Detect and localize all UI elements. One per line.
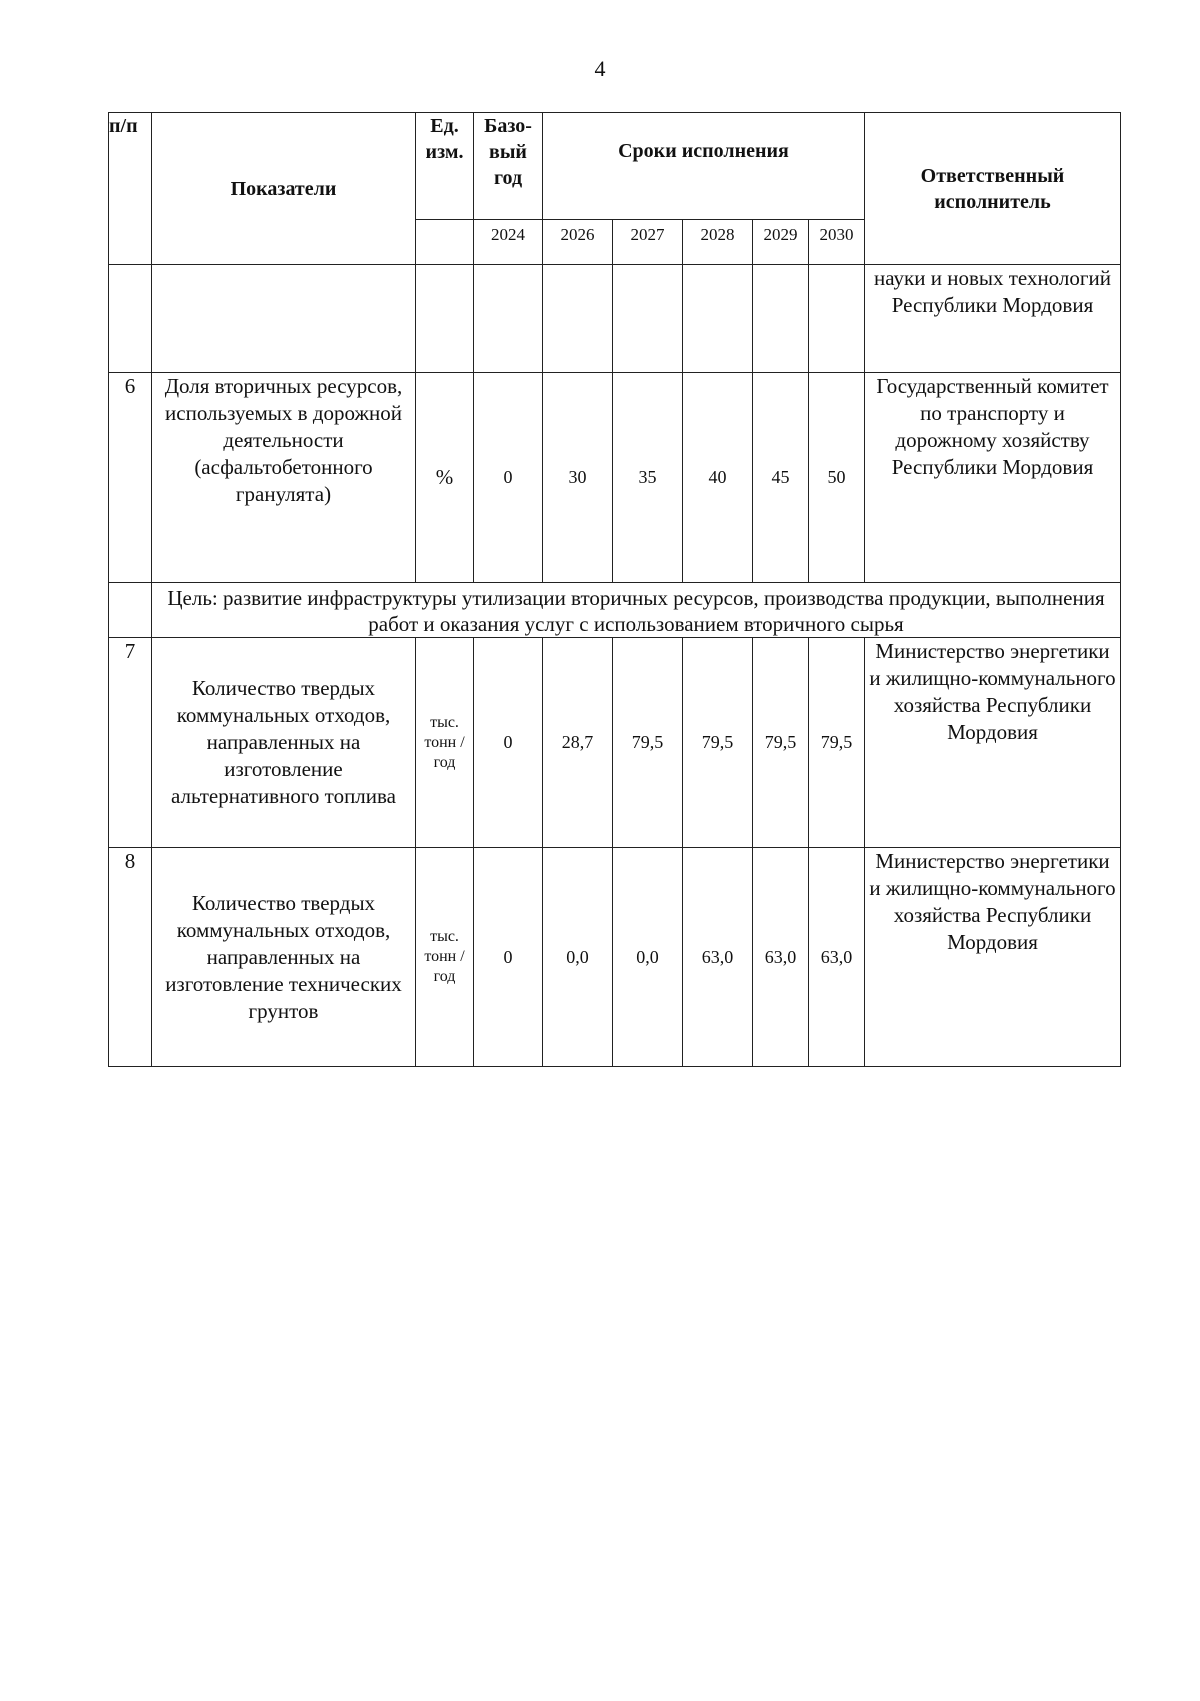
- year-2024: 2024: [474, 220, 543, 265]
- value-cell: 63,0: [753, 848, 809, 1067]
- goal-row: [109, 583, 1121, 638]
- value-cell: 0,0: [613, 848, 683, 1067]
- responsible-cell: Министерство энергетики и жилищно-коммунального хозяйства Республики Мордовия: [865, 848, 1121, 1067]
- header-responsible: Ответственный исполнитель: [865, 113, 1121, 265]
- goal-text: Цель: развитие инфраструктуры утилизации вторичных ресурсов, производства продукции, выполнения работ и оказания услуг с использованием вторичного сырья: [152, 583, 1121, 638]
- value-cell: 40: [683, 373, 753, 583]
- indicator-cell: Количество твердых коммунальных отходов, направленных на изготовление альтернативного топлива: [152, 638, 416, 848]
- value-cell: 28,7: [543, 638, 613, 848]
- header-unit-blank: [416, 220, 474, 265]
- table-row: [109, 373, 1121, 583]
- year-2026: 2026: [543, 220, 613, 265]
- value-cell: 79,5: [613, 638, 683, 848]
- value-cell: 30: [543, 373, 613, 583]
- indicator-cell: Доля вторичных ресурсов, используемых в дорожной деятельности (асфальтобетонного гранулята): [152, 373, 416, 583]
- header-indicators: Показатели: [152, 113, 416, 265]
- responsible-cell: Государственный комитет по транспорту и дорожному хозяйству Республики Мордовия: [865, 373, 1121, 583]
- table-row: [109, 638, 1121, 848]
- year-2030: 2030: [809, 220, 865, 265]
- header-num: п/п: [109, 113, 152, 265]
- page-number: 4: [594, 56, 606, 81]
- value-cell: 50: [809, 373, 865, 583]
- value-cell: 79,5: [753, 638, 809, 848]
- value-cell: 45: [753, 373, 809, 583]
- table-row: [109, 265, 1121, 373]
- header-unit: Ед. изм.: [416, 113, 474, 220]
- indicator-cell: Количество твердых коммунальных отходов, направленных на изготовление технических грунтов: [152, 848, 416, 1067]
- value-cell: 63,0: [809, 848, 865, 1067]
- value-cell: 0: [474, 373, 543, 583]
- table-row: [109, 848, 1121, 1067]
- row-number: 6: [109, 373, 152, 583]
- responsible-cell: науки и новых технологий Республики Мордовия: [865, 265, 1121, 373]
- unit-cell: тыс. тонн /год: [416, 638, 474, 848]
- year-2027: 2027: [613, 220, 683, 265]
- value-cell: 0: [474, 848, 543, 1067]
- value-cell: 0,0: [543, 848, 613, 1067]
- value-cell: 35: [613, 373, 683, 583]
- unit-cell: %: [416, 373, 474, 583]
- year-2028: 2028: [683, 220, 753, 265]
- header-deadlines: Сроки исполнения: [543, 113, 865, 220]
- indicators-table: [108, 112, 1121, 1067]
- row-number: 8: [109, 848, 152, 1067]
- value-cell: 79,5: [809, 638, 865, 848]
- value-cell: 0: [474, 638, 543, 848]
- table-header-row: [109, 113, 1121, 220]
- value-cell: 79,5: [683, 638, 753, 848]
- header-base-year: Базо-вый год: [474, 113, 543, 220]
- year-2029: 2029: [753, 220, 809, 265]
- row-number: 7: [109, 638, 152, 848]
- responsible-cell: Министерство энергетики и жилищно-коммунального хозяйства Республики Мордовия: [865, 638, 1121, 848]
- value-cell: 63,0: [683, 848, 753, 1067]
- unit-cell: тыс. тонн /год: [416, 848, 474, 1067]
